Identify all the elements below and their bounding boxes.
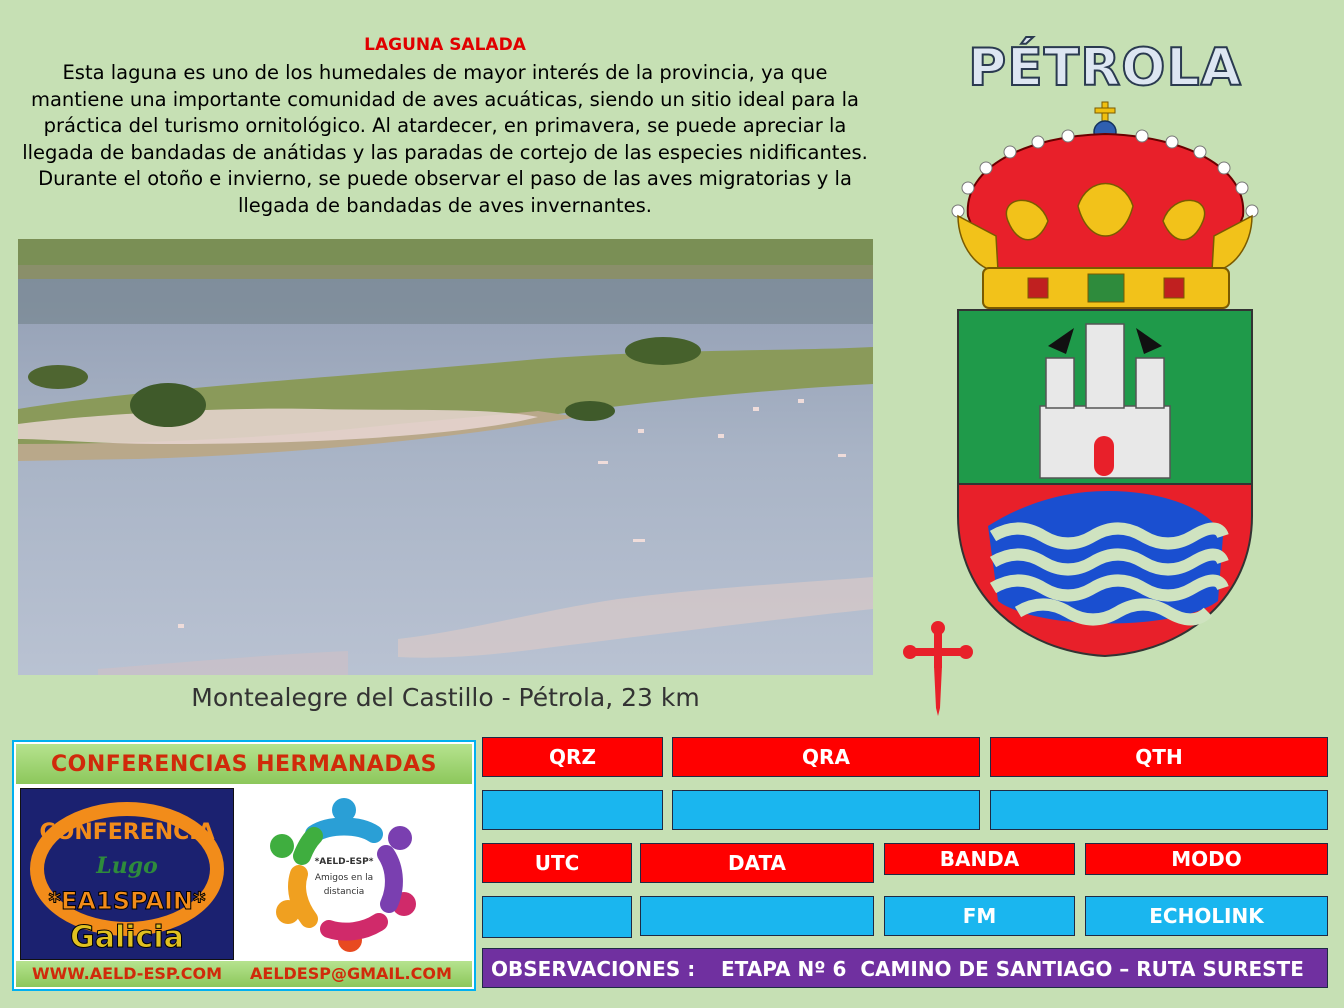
description-line: llegada de bandadas de aves invernantes. xyxy=(237,193,653,217)
qth-value[interactable] xyxy=(990,790,1328,830)
qra-value[interactable] xyxy=(672,790,980,830)
photo-caption: Montealegre del Castillo - Pétrola, 23 km xyxy=(191,683,700,712)
observaciones-bar xyxy=(482,948,1328,988)
logo1-line: Galicia xyxy=(70,920,184,955)
ea1spain-logo xyxy=(20,788,234,960)
logo1-line: *EA1SPAIN* xyxy=(48,887,206,915)
coat-of-arms xyxy=(938,96,1274,670)
utc-value[interactable] xyxy=(482,896,632,938)
modo-header: MODO xyxy=(1085,843,1328,875)
observaciones-value: ETAPA Nº 6 CAMINO DE SANTIAGO – RUTA SURESTE xyxy=(721,957,1304,981)
banda-header: BANDA xyxy=(884,843,1075,875)
modo-value: ECHOLINK xyxy=(1085,896,1328,936)
email-link[interactable]: AELDESP@GMAIL.COM xyxy=(250,964,452,983)
lagoon-photo xyxy=(18,239,873,675)
logo1-line: Lugo xyxy=(96,853,158,879)
observaciones-label: OBSERVACIONES : xyxy=(491,957,696,981)
logo1-line: CONFERENCIA xyxy=(39,820,215,845)
conference-footer xyxy=(16,961,472,987)
description-line: Esta laguna es uno de los humedales de mayor interés de la provincia, ya que xyxy=(62,61,828,84)
logo2-line: *AELD-ESP* xyxy=(314,857,374,867)
conference-banner: CONFERENCIAS HERMANADAS xyxy=(16,744,472,784)
qrz-header: QRZ xyxy=(482,737,663,777)
description-text xyxy=(20,60,870,219)
website-link[interactable]: WWW.AELD-ESP.COM xyxy=(32,964,223,983)
qrz-value[interactable] xyxy=(482,790,663,830)
description-line: Durante el otoño e invierno, se puede observar el paso de las aves migratorias y la xyxy=(38,167,852,190)
santiago-cross-icon xyxy=(902,618,974,722)
description-line: práctica del turismo ornitológico. Al atardecer, en primavera, se puede apreciar la xyxy=(43,114,847,137)
qth-header: QTH xyxy=(990,737,1328,777)
data-value[interactable] xyxy=(640,896,874,936)
utc-header: UTC xyxy=(482,843,632,883)
conference-panel xyxy=(12,740,476,991)
data-header: DATA xyxy=(640,843,874,883)
logo2-line: distancia xyxy=(323,887,365,897)
logo2-line: Amigos en la xyxy=(314,873,374,883)
qra-header: QRA xyxy=(672,737,980,777)
banda-value: FM xyxy=(884,896,1075,936)
description-line: mantiene una importante comunidad de aves acuáticas, siendo un sitio ideal para la xyxy=(30,87,860,111)
section-heading: LAGUNA SALADA xyxy=(364,35,526,55)
description-line: llegada de bandadas de anátidas y las paradas de cortejo de las especies nidificantes. xyxy=(22,140,868,164)
aeld-esp-logo xyxy=(254,794,434,954)
town-title: PÉTROLA xyxy=(968,38,1242,98)
